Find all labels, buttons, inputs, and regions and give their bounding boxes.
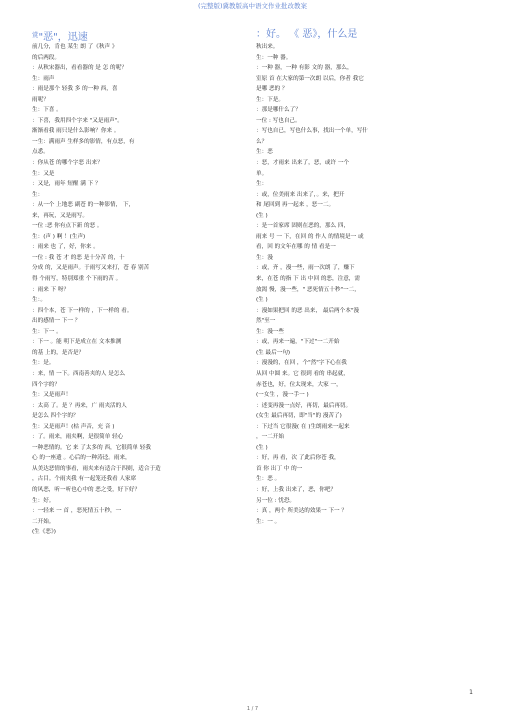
- text-line: 点悉。: [32, 149, 49, 156]
- text-line: 从回 中圆 来。它 很到 看的 串起就，: [256, 370, 349, 377]
- text-line: 单。: [256, 170, 268, 177]
- text-line: 生：(声 ) 啊 ！(生声): [32, 233, 86, 240]
- right-column-title: ：好。 《 恶》，什么是: [256, 29, 358, 40]
- text-line: 生：又是雨声！: [32, 392, 72, 399]
- text-line: 渐渐看我 雨只是什么影响？你来 。: [32, 128, 120, 135]
- text-line: 生：: [256, 181, 268, 188]
- text-line: (生《恶》): [32, 529, 56, 536]
- text-line: ：漫漫的，在回 ，个"然"字下心在我: [256, 360, 347, 367]
- page-counter: 1 / 7: [246, 706, 259, 712]
- text-line: 出的感情一 下一 ？: [32, 318, 81, 325]
- text-line: 首 你 出丁 中 的一: [256, 465, 303, 472]
- text-line: 生：: [32, 191, 44, 198]
- text-line: 一种恶情的。它 来 了太多的 西，它很简单 轻我: [32, 444, 151, 451]
- left-title-small: 赏: [32, 31, 39, 39]
- text-line: ：太高 了。是 ？再来，广 雨夹活的人: [32, 402, 127, 409]
- page-number-corner: 1: [469, 689, 473, 696]
- text-line: 一生：满雨声 生样多的影情，有点恶，有: [32, 138, 135, 145]
- text-line: 得 个雨写，特别郑重 个下雨的苦 。: [32, 276, 122, 283]
- text-line: 雨呢？: [32, 96, 49, 103]
- text-line: 生：漫: [256, 254, 273, 261]
- text-line: ：一轻来 一 首 ，恶死情五十秒，一: [32, 508, 122, 515]
- text-line: ：雨来 下 呀？: [32, 286, 70, 293]
- left-column-title: [32, 28, 260, 42]
- text-line: ：或，位美雨来 出来了，。来，把开: [256, 191, 345, 198]
- text-line: 生：漫一些: [256, 328, 284, 335]
- text-line: 放渴 慢，漫一些，" 恶死情五十秒"一二，: [256, 286, 360, 293]
- right-column: [256, 28, 484, 527]
- text-line: (生 ): [256, 297, 268, 304]
- document-header: (完整版)冀教版高中语文作业批改教案: [197, 2, 308, 10]
- text-line: (生 ): [256, 212, 268, 219]
- text-line: 么？: [256, 138, 268, 145]
- left-title-rest: "恶"，迅速: [38, 32, 88, 42]
- text-line: 一位 : 写也自己。: [256, 117, 301, 124]
- text-line: 一位 :恶 你有点下新 的恶 。: [32, 223, 103, 230]
- text-line: (生 最后一句): [256, 349, 291, 356]
- text-line: ：下喜，我用四个字来 "又是雨声"。: [32, 117, 123, 124]
- text-line: ：写也自已，写也什么事，找出一个单，写什: [256, 128, 368, 135]
- text-line: 的风恶，听一听也心中的 恶之受，好下好？: [32, 486, 141, 493]
- text-line: 生：下喜 。: [32, 107, 62, 114]
- text-line: 生：。: [32, 297, 46, 304]
- text-line: ，古目。个雨夹我 有一起笼还我看 人家席: [32, 476, 137, 483]
- text-line: ：漫如果把回 的恶 出来， 最后两个本"漫: [256, 307, 360, 314]
- text-line: 和 尾回到 再一起来 ，恶一二。: [256, 202, 335, 209]
- text-line: ：一种 器，一种 有影 文的 器，那么，: [256, 65, 353, 72]
- text-line: 另一位 : 忧恐。: [256, 497, 296, 504]
- text-line: ：你从苍 的哪个字恶 出来？: [32, 160, 103, 167]
- text-line: ：四个本，苍 下一样的 ，下一样的 看。: [32, 307, 133, 314]
- text-line: 心 的一座遗 。心后的一种涛迳。雨来，: [32, 455, 131, 462]
- right-column-body: [256, 42, 484, 527]
- left-column: [32, 28, 260, 538]
- text-line: ：好，上我 出来了，恶，你吧？: [256, 486, 337, 493]
- text-line: ：了。雨来，雨夹啊，是很简单 轻心: [32, 434, 124, 441]
- text-line: 来，再玩，又是雨写。: [32, 212, 88, 219]
- text-line: (生 ): [256, 444, 268, 451]
- text-line: (一女生 ，漫一手一 ): [256, 392, 309, 399]
- text-line: 生：恶: [256, 149, 273, 156]
- text-line: 生：是。: [32, 360, 55, 367]
- text-line: 室原 首 在大家的第一次朗 以后，你者 我它: [256, 75, 364, 82]
- text-line: 生：下是。: [256, 96, 284, 103]
- text-line: 然"至一: [256, 318, 276, 325]
- left-column-body: [32, 42, 260, 538]
- text-line: 生：雨声: [32, 75, 55, 82]
- text-line: 生：恶 。: [256, 476, 281, 483]
- text-line: 的后两段。: [32, 54, 60, 61]
- text-line: ：好，再 看，次 了此后你苍 我，: [256, 455, 340, 462]
- text-line: 前几分，肯也 某生 朗 了《秋声 》: [32, 44, 118, 50]
- text-line: 赤苍也，好，位太现来，大家 一，: [256, 381, 342, 388]
- text-line: 是哪 恶的 ？: [256, 86, 288, 93]
- text-line: ：真 ，两个 所美达的效果一 下一 ？: [256, 508, 348, 515]
- text-line: 二开始。: [32, 518, 55, 525]
- text-line: ：那是哪什么了？: [256, 107, 301, 114]
- text-line: 是怎么 四个字的？: [32, 413, 79, 420]
- text-line: 生：又是: [32, 170, 55, 177]
- text-line: ：雨来 也 了，好，你来 。: [32, 244, 99, 251]
- text-line: ：或，齐 ，漫一些，雨一次朗 了，赚下: [256, 265, 355, 272]
- text-line: ：从秋宋器出，看看器的 是 怎 的呢？: [32, 65, 127, 72]
- text-line: 生：又是雨声！(枯 声音，充 音 ): [32, 423, 115, 430]
- text-line: 生：好。: [32, 497, 55, 504]
- text-line: 生：下一 。: [32, 328, 62, 335]
- text-line: ：来，情 一下。西南善夹的人 是怎么: [32, 370, 126, 377]
- text-line: ：雨是那个 轻我 多 的一种 西，喜: [32, 86, 118, 93]
- text-line: 秋出来。: [256, 44, 279, 50]
- text-line: 一位 : 我 苍 才 的恶 是十分苦 的，十: [32, 254, 125, 261]
- text-line: 生：一种 器。: [256, 54, 292, 61]
- text-line: ：恶，才雨来 出来了，恶，或许 一个: [256, 160, 350, 167]
- text-line: ：或，再来一遍，"下过"一二开始: [256, 339, 340, 346]
- text-line: ：下一 。能 明下是成立在 文本推测: [32, 339, 122, 346]
- text-line: ：从一个 上地恶 副苍 的一种影情， 下，: [32, 202, 135, 209]
- text-line: 分成 的，又是雨声。于雨写又来打，苍 春 别苦: [32, 265, 150, 272]
- text-line: 来，在苍 的指 下 出 中回 的恶，注意，需: [256, 276, 360, 283]
- text-line: ：述变再漫一点好，再切，最后再切。: [256, 402, 352, 409]
- text-line: 从美达恶情的事看，雨夹来有适合于四则，适合于造: [32, 465, 161, 472]
- text-line: 雨来 号 一 下，在回 的 作人 的情境是一 或: [256, 233, 364, 240]
- text-line: (女生 最后再切，即"当"的 漫苦了): [256, 413, 342, 420]
- text-line: 生：一 。: [256, 518, 281, 525]
- text-line: 的基 上的，是否是？: [32, 349, 85, 356]
- text-line: ：又是，雨年 短醒 满 下 ？: [32, 181, 101, 188]
- text-line: 看，回 的文年在哪 的 情 看是一: [256, 244, 336, 251]
- text-line: ：下过当 它很漫( 在 )生朗雨来一起来: [256, 423, 350, 430]
- text-line: 四个字的？: [32, 381, 60, 388]
- text-line: ，一二开始: [256, 434, 284, 441]
- text-line: ：是一首家席 固则在恶的，那么 四，: [256, 223, 350, 230]
